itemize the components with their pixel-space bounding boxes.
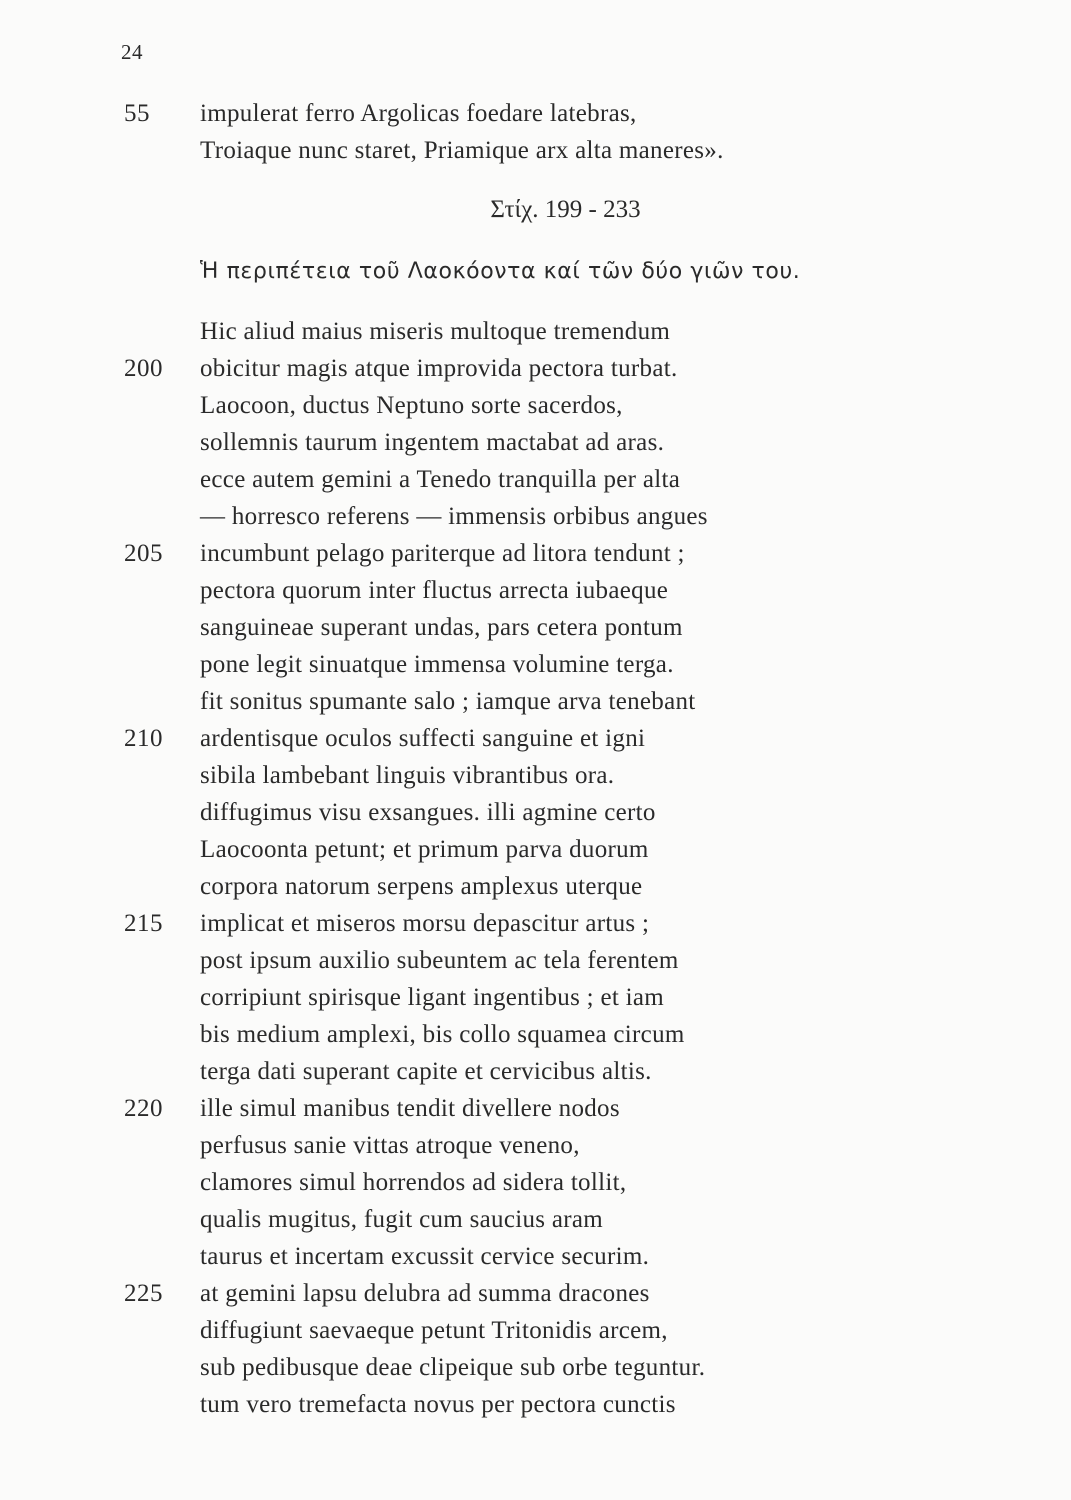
main-verse-block	[0, 313, 1071, 1423]
verse-text: terga dati superant capite et cervicibus altis.	[200, 1058, 652, 1085]
verse-text: pone legit sinuatque immensa volumine terga.	[200, 651, 674, 678]
verse-line	[0, 868, 1071, 905]
verse-line	[0, 1053, 1071, 1090]
verse-line	[0, 461, 1071, 498]
verse-text: obicitur magis atque improvida pectora turbat.	[200, 355, 678, 382]
verse-text: qualis mugitus, fugit cum saucius aram	[200, 1206, 604, 1233]
verse-line	[0, 387, 1071, 424]
line-number: 205	[124, 540, 163, 567]
verse-line	[0, 942, 1071, 979]
page-number: 24	[121, 40, 143, 64]
top-verse-block	[0, 95, 1071, 169]
verse-text: taurus et incertam excussit cervice securim.	[200, 1243, 650, 1270]
verse-line	[0, 1164, 1071, 1201]
verse-line	[0, 720, 1071, 757]
verse-line	[0, 535, 1071, 572]
verse-text: corpora natorum serpens amplexus uterque	[200, 873, 643, 900]
verse-text: post ipsum auxilio subeuntem ac tela ferentem	[200, 947, 679, 974]
verse-line	[0, 424, 1071, 461]
verse-line	[0, 831, 1071, 868]
verse-text: corripiunt spirisque ligant ingentibus ; et iam	[200, 984, 665, 1011]
verse-line	[0, 609, 1071, 646]
line-number: 200	[124, 355, 163, 382]
verse-text: Hic aliud maius miseris multoque tremendum	[200, 318, 671, 345]
verse-line	[0, 1386, 1071, 1423]
verse-line	[0, 683, 1071, 720]
verse-line	[0, 1016, 1071, 1053]
verse-line	[0, 794, 1071, 831]
verse-text: Laocoon, ductus Neptuno sorte sacerdos,	[200, 392, 623, 419]
verse-line	[0, 1349, 1071, 1386]
verse-text: clamores simul horrendos ad sidera tollit,	[200, 1169, 627, 1196]
verse-text: sollemnis taurum ingentem mactabat ad aras.	[200, 429, 665, 456]
verse-text: ecce autem gemini a Tenedo tranquilla per alta	[200, 466, 681, 493]
verse-text: sanguineae superant undas, pars cetera pontum	[200, 614, 683, 641]
verse-text: implicat et miseros morsu depascitur artus ;	[200, 910, 650, 937]
verse-line	[0, 313, 1071, 350]
line-number: 55	[124, 100, 150, 127]
verse-text: fit sonitus spumante salo ; iamque arva tenebant	[200, 688, 696, 715]
verse-line	[0, 979, 1071, 1016]
verse-text: pectora quorum inter fluctus arrecta iubaeque	[200, 577, 669, 604]
line-number: 220	[124, 1095, 163, 1122]
line-number: 210	[124, 725, 163, 752]
verse-line	[0, 572, 1071, 609]
verse-line	[0, 905, 1071, 942]
verse-text: ille simul manibus tendit divellere nodos	[200, 1095, 620, 1122]
verse-text: Laocoonta petunt; et primum parva duorum	[200, 836, 649, 863]
verse-text: impulerat ferro Argolicas foedare latebras,	[200, 100, 637, 127]
verse-line	[0, 646, 1071, 683]
verse-text: perfusus sanie vittas atroque veneno,	[200, 1132, 580, 1159]
verse-line	[0, 1238, 1071, 1275]
verse-text: incumbunt pelago pariterque ad litora tendunt ;	[200, 540, 685, 567]
verse-line	[0, 498, 1071, 535]
verse-line	[0, 95, 1071, 132]
verse-line	[0, 757, 1071, 794]
verse-text: Troiaque nunc staret, Priamique arx alta maneres».	[200, 137, 724, 164]
verse-text: ardentisque oculos suffecti sanguine et igni	[200, 725, 646, 752]
verse-line	[0, 1090, 1071, 1127]
verse-text: diffugiunt saevaeque petunt Tritonidis arcem,	[200, 1317, 668, 1344]
verse-text: sibila lambebant linguis vibrantibus ora.	[200, 762, 615, 789]
section-reference: Στίχ. 199 - 233	[490, 196, 641, 223]
line-number: 225	[124, 1280, 163, 1307]
verse-line	[0, 1201, 1071, 1238]
verse-text: bis medium amplexi, bis collo squamea circum	[200, 1021, 685, 1048]
verse-line	[0, 1312, 1071, 1349]
verse-line	[0, 1275, 1071, 1312]
verse-line	[0, 132, 1071, 169]
verse-text: diffugimus visu exsangues. illi agmine certo	[200, 799, 656, 826]
verse-text: sub pedibusque deae clipeique sub orbe teguntur.	[200, 1354, 706, 1381]
verse-line	[0, 350, 1071, 387]
verse-text: — horresco referens — immensis orbibus angues	[200, 503, 708, 530]
verse-text: at gemini lapsu delubra ad summa dracones	[200, 1280, 650, 1307]
verse-line	[0, 1127, 1071, 1164]
section-title: Ἡ περιπέτεια τοῦ Λαοκόοντα καί τῶν δύο γιῶν του.	[200, 259, 801, 284]
verse-text: tum vero tremefacta novus per pectora cunctis	[200, 1391, 676, 1418]
line-number: 215	[124, 910, 163, 937]
